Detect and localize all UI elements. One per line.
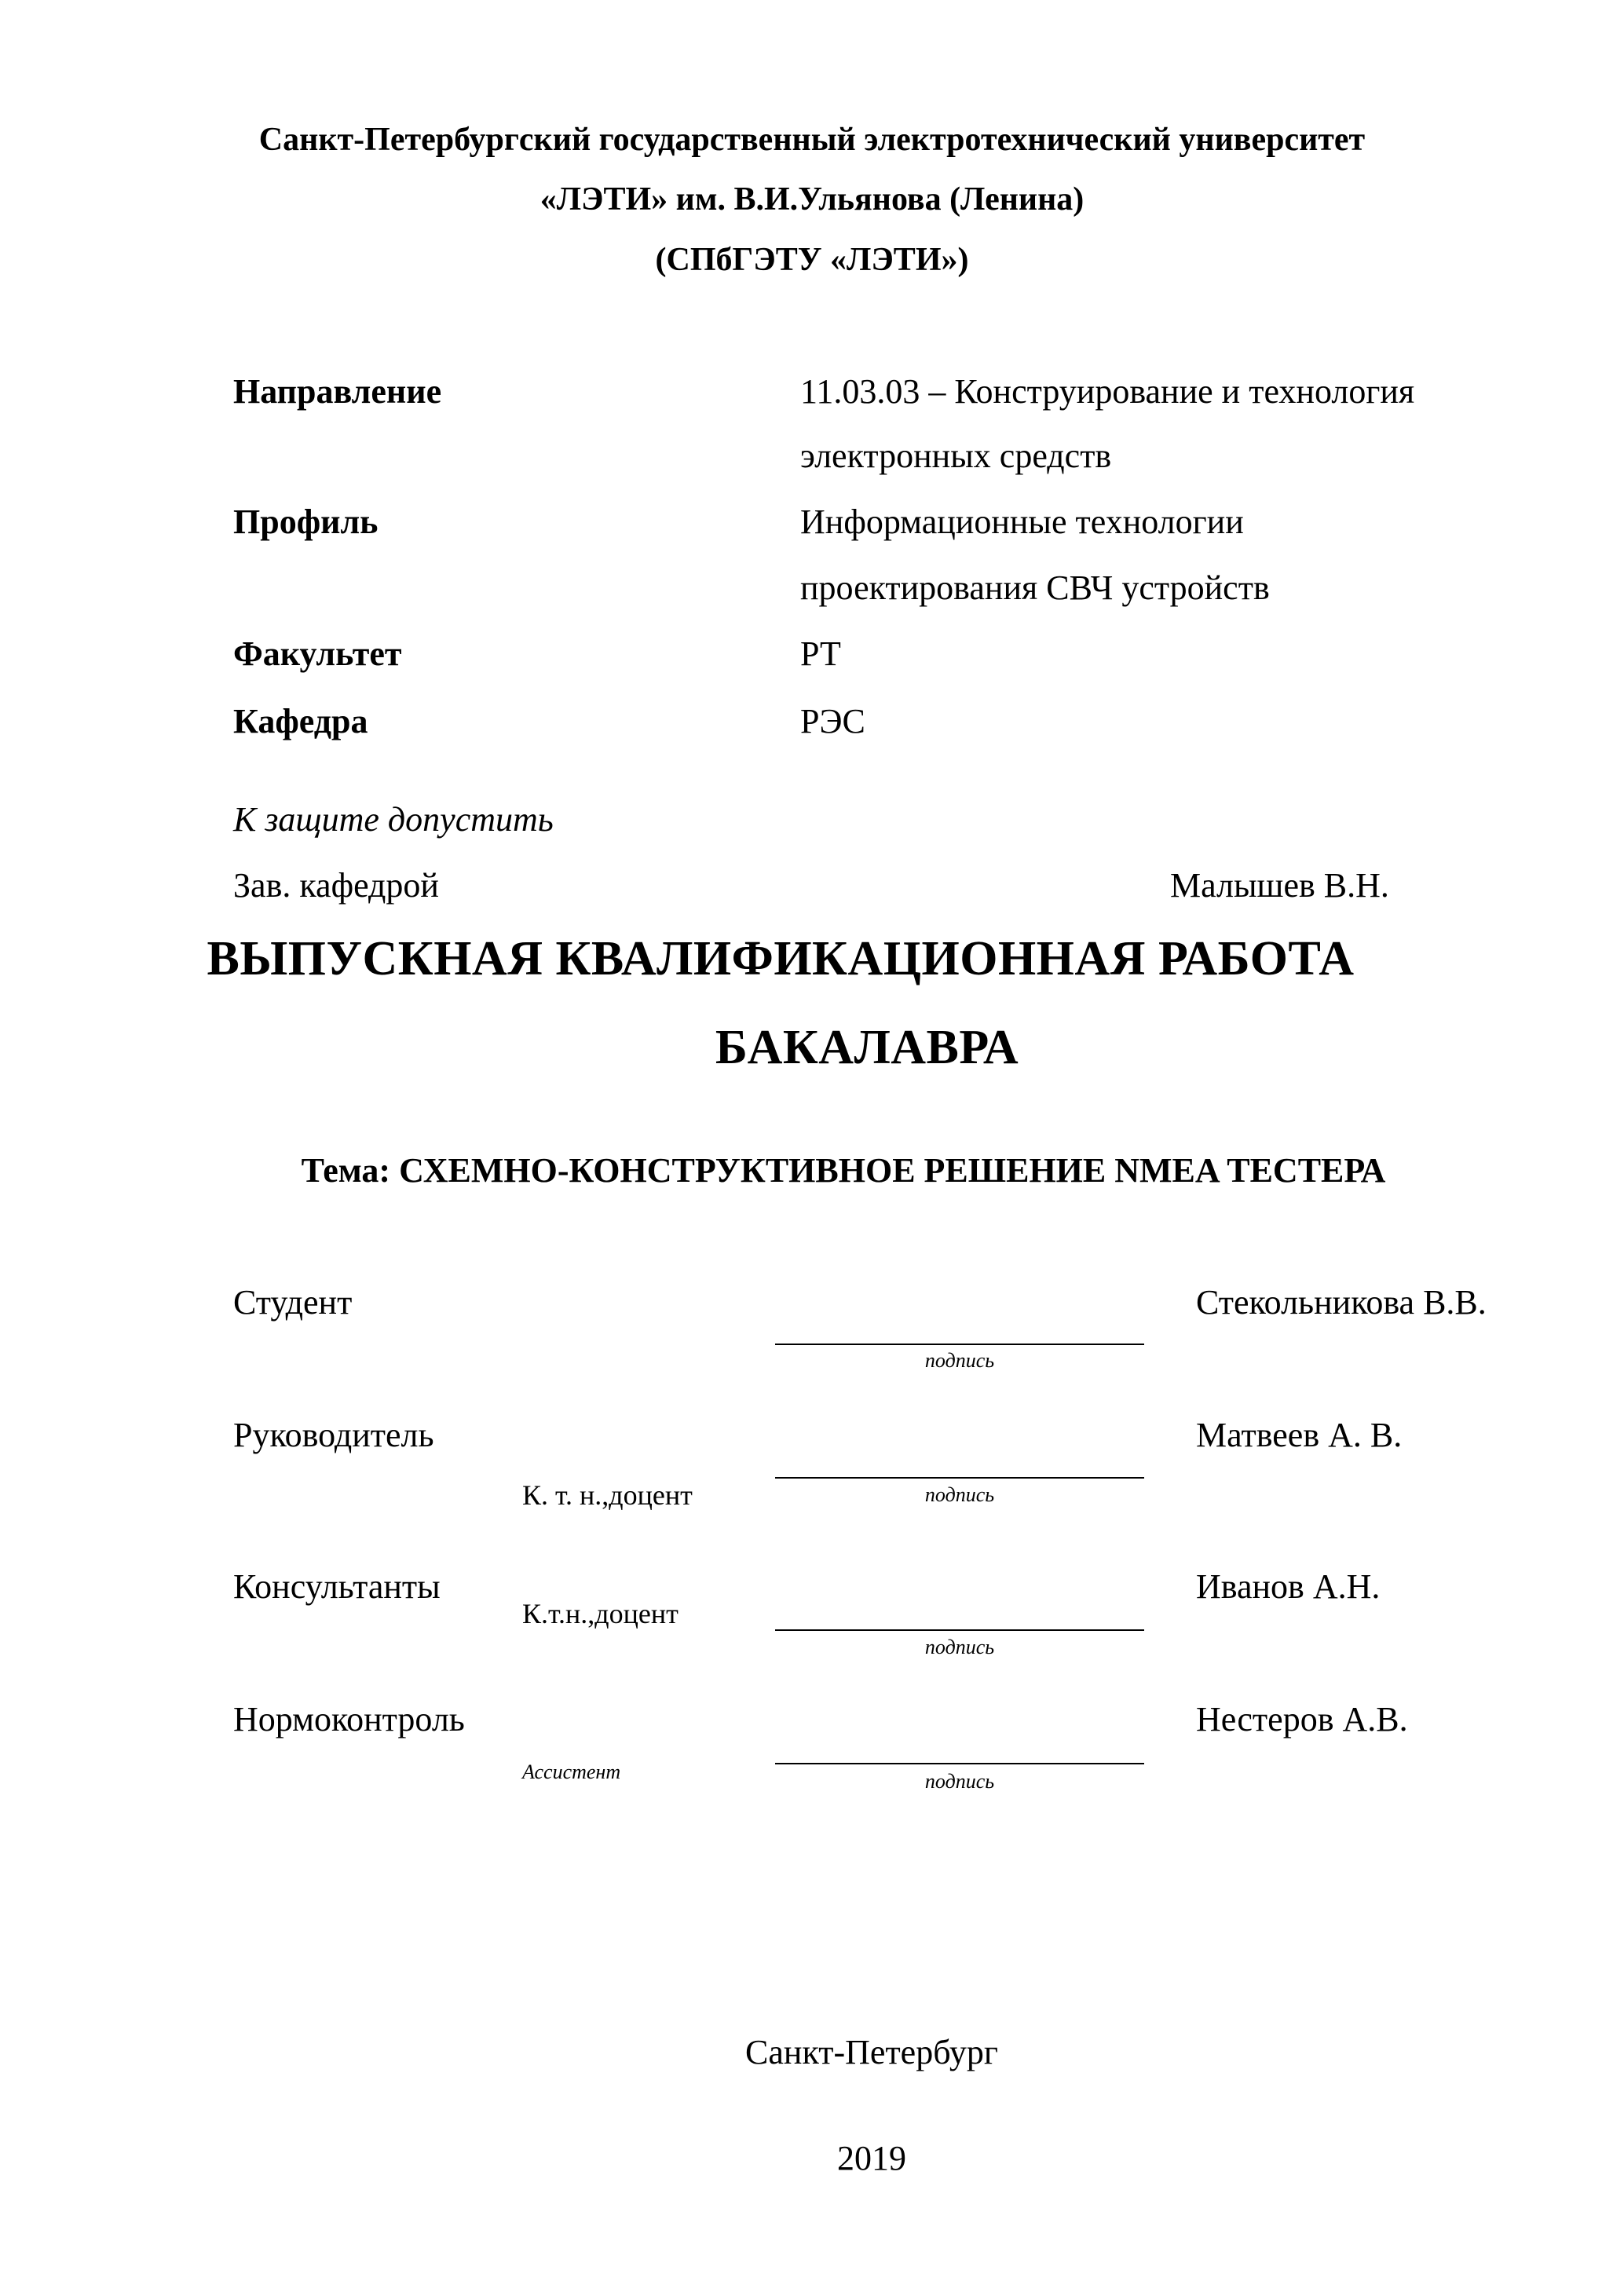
student-signature-line (775, 1344, 1144, 1345)
consultant-degree: К.т.н.,доцент (522, 1598, 678, 1629)
normcontrol-degree: Ассистент (522, 1760, 621, 1783)
admit-to-defense: К защите допустить (233, 800, 554, 839)
supervisor-signature-line (775, 1477, 1144, 1479)
profile-label: Профиль (233, 503, 379, 541)
document-title-continued: БАКАЛАВРА (715, 1021, 1019, 1074)
university-short-name: «ЛЭТИ» им. В.И.Ульянова (Ленина) (540, 181, 1084, 218)
document-title: ВЫПУСКНАЯ КВАЛИФИКАЦИОННАЯ РАБОТА (207, 932, 1355, 985)
profile-value: Информационные технологии (800, 503, 1244, 541)
university-name: Санкт-Петербургский государственный электротехнический университет (258, 122, 1366, 158)
faculty-value: РТ (800, 634, 841, 673)
direction-label: Направление (233, 372, 442, 411)
direction-value-continued: электронных средств (800, 437, 1112, 475)
normcontrol-name: Нестеров А.В. (1196, 1700, 1408, 1738)
year: 2019 (837, 2139, 906, 2177)
faculty-label: Факультет (233, 634, 402, 673)
student-role: Студент (233, 1283, 353, 1322)
supervisor-degree: К. т. н.,доцент (522, 1479, 693, 1511)
supervisor-role: Руководитель (233, 1416, 434, 1454)
consultant-signature-line (775, 1629, 1144, 1631)
profile-value-continued: проектирования СВЧ устройств (800, 569, 1270, 607)
student-signature-caption: подпись (924, 1349, 995, 1372)
normcontrol-signature-line (775, 1763, 1144, 1764)
consultant-role: Консультанты (233, 1567, 441, 1606)
head-of-department-label: Зав. кафедрой (233, 866, 439, 905)
department-value: РЭС (800, 702, 865, 740)
supervisor-name: Матвеев А. В. (1196, 1416, 1403, 1454)
consultant-name: Иванов А.Н. (1196, 1567, 1381, 1606)
normcontrol-role: Нормоконтроль (233, 1700, 465, 1738)
normcontrol-signature-caption: подпись (924, 1770, 995, 1793)
supervisor-signature-caption: подпись (924, 1483, 995, 1506)
department-label: Кафедра (233, 702, 368, 740)
direction-value: 11.03.03 – Конструирование и технология (800, 372, 1415, 411)
thesis-theme: Тема: СХЕМНО-КОНСТРУКТИВНОЕ РЕШЕНИЕ NMEA ТЕСТЕРА (301, 1151, 1386, 1190)
student-name: Стекольникова В.В. (1196, 1283, 1487, 1322)
head-of-department-name: Малышев В.Н. (1170, 866, 1389, 905)
city: Санкт-Петербург (745, 2033, 998, 2071)
consultant-signature-caption: подпись (924, 1636, 995, 1658)
university-abbreviation: (СПбГЭТУ «ЛЭТИ») (655, 242, 969, 278)
